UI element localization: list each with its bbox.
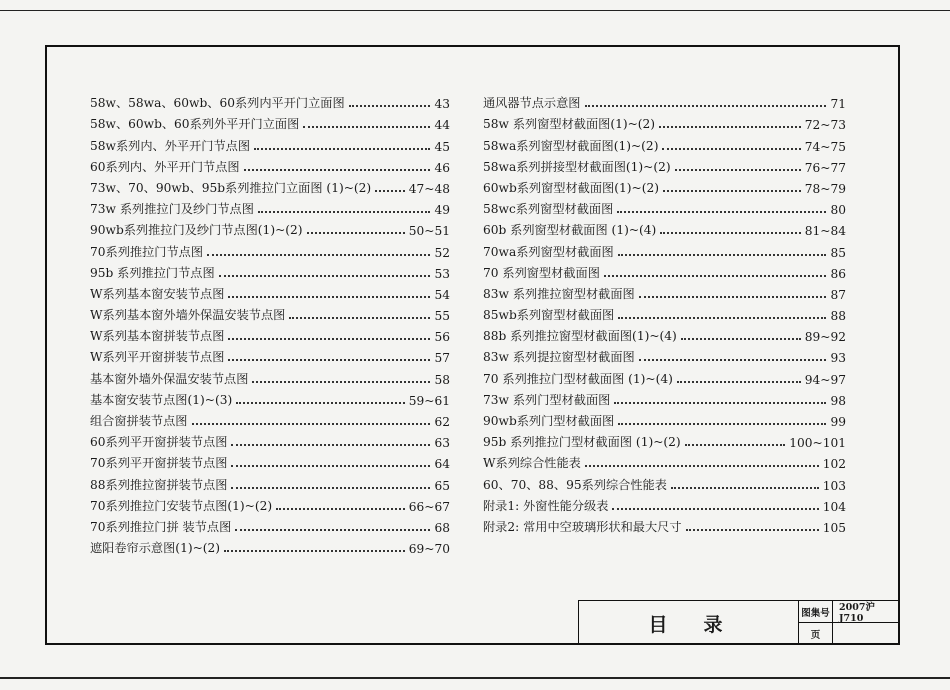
dot-leader [663, 190, 801, 192]
dot-leader [681, 338, 801, 340]
toc-entry [483, 281, 846, 302]
toc-entry [90, 450, 450, 471]
page-number-value [833, 623, 899, 645]
toc-entry-title: 83w 系列推拉窗型材截面图 [483, 286, 635, 301]
toc-entry [483, 238, 846, 259]
toc-entry-title: 90wb系列推拉门及纱门节点图(1)~(2) [90, 223, 303, 238]
dot-leader [639, 359, 827, 361]
toc-entry-page: 44 [434, 118, 450, 133]
toc-entry [90, 111, 450, 132]
toc-entry-page: 54 [434, 287, 450, 302]
toc-entry [90, 323, 450, 344]
toc-entry [90, 175, 450, 196]
dot-leader [231, 487, 430, 489]
toc-entry-title: 通风器节点示意图 [483, 96, 581, 111]
toc-entry-page: 62 [434, 415, 450, 429]
toc-entry [90, 387, 450, 408]
toc-entry-page: 86 [830, 266, 846, 281]
dot-leader [585, 105, 827, 107]
dot-leader [612, 508, 818, 510]
toc-entry-title: 88系列推拉窗拼装节点图 [90, 477, 228, 492]
toc-entry-title: 基本窗安装节点图(1)~(3) [90, 392, 233, 407]
page-title: 目录 [579, 601, 799, 645]
toc-entry [483, 514, 846, 535]
toc-entry [90, 132, 450, 153]
toc-entry-page: 104 [822, 499, 846, 514]
toc-entry-page: 85 [830, 245, 846, 260]
toc-entry [483, 302, 846, 323]
atlas-number-value: 2007沪J710 [833, 601, 899, 623]
dot-leader [662, 148, 800, 150]
dot-leader [617, 211, 826, 213]
toc-entry [90, 196, 450, 217]
dot-leader [207, 254, 430, 256]
toc-entry-title: 60b 系列窗型材截面图 (1)~(4) [483, 223, 657, 238]
toc-entry-title: W系列基本窗外墙外保温安装节点图 [90, 308, 286, 323]
toc-entry-title: 附录2: 常用中空玻璃形状和最大尺寸 [483, 519, 682, 534]
toc-entry [483, 132, 846, 153]
toc-entry-title: 58w、60wb、60系列外平开门立面图 [90, 117, 300, 132]
toc-entry-title: 58w 系列窗型材截面图(1)~(2) [483, 117, 656, 132]
toc-entry-title: 95b 系列推拉门节点图 [90, 265, 215, 280]
toc-entry-title: 组合窗拼装节点图 [90, 414, 188, 428]
toc-entry-title: 90wb系列门型材截面图 [483, 414, 615, 428]
toc-entry-page: 80 [830, 203, 846, 218]
toc-entry-title: W系列基本窗安装节点图 [90, 286, 225, 301]
toc-entry [90, 365, 450, 386]
dot-leader [686, 529, 819, 531]
toc-entry-title: 58w系列内、外平开门节点图 [90, 138, 251, 153]
toc-entry-page: 87 [830, 287, 846, 302]
toc-entry [483, 471, 846, 492]
dot-leader [307, 232, 405, 234]
dot-leader [685, 444, 786, 446]
toc-entry-page: 57 [434, 351, 450, 366]
dot-leader [228, 338, 430, 340]
toc-entry [483, 493, 846, 514]
toc-entry [483, 429, 846, 450]
toc-entry [90, 217, 450, 238]
dot-leader [224, 550, 405, 552]
dot-leader [375, 190, 405, 192]
dot-leader [231, 465, 430, 467]
toc-entry-title: W系列平开窗拼装节点图 [90, 350, 225, 365]
toc-entry [90, 471, 450, 492]
toc-entry-title: 70系列推拉门节点图 [90, 244, 204, 259]
toc-entry-page: 68 [434, 520, 450, 535]
toc-entry-page: 55 [434, 309, 450, 324]
toc-entry-page: 103 [822, 478, 846, 493]
dot-leader [639, 296, 827, 298]
dot-leader [618, 423, 826, 425]
toc-entry-page: 98 [830, 393, 846, 408]
toc-entry-page: 78~79 [804, 181, 846, 196]
toc-entry-title: 58wc系列窗型材截面图 [483, 202, 614, 217]
toc-entry-title: 73w 系列门型材截面图 [483, 392, 611, 407]
toc-entry [90, 344, 450, 365]
toc-entry-page: 102 [822, 457, 846, 472]
toc-entry-page: 65 [434, 478, 450, 493]
toc-entry-title: W系列基本窗拼装节点图 [90, 329, 225, 344]
dot-leader [276, 508, 405, 510]
toc-entry [90, 514, 450, 535]
toc-entry-page: 93 [830, 351, 846, 366]
toc-entry [90, 90, 450, 111]
toc-entry-page: 76~77 [804, 160, 846, 175]
atlas-number-label: 图集号 [799, 601, 833, 623]
toc-entry-title: 95b 系列推拉门型材截面图 (1)~(2) [483, 435, 681, 450]
dot-leader [289, 317, 430, 319]
toc-entry-page: 66~67 [408, 499, 450, 514]
dot-leader [258, 211, 431, 213]
dot-leader [252, 381, 430, 383]
dot-leader [604, 275, 827, 277]
toc-entry-page: 81~84 [804, 224, 846, 239]
toc-entry-title: 58w、58wa、60wb、60系列内平开门立面图 [90, 96, 345, 111]
toc-entry-page: 43 [434, 97, 450, 112]
toc-left-column [90, 90, 450, 556]
toc-entry [90, 260, 450, 281]
toc-entry-title: W系列综合性能表 [483, 456, 581, 471]
toc-entry [483, 450, 846, 471]
toc-entry [483, 408, 846, 429]
toc-entry [483, 365, 846, 386]
toc-entry [90, 302, 450, 323]
toc-entry-page: 53 [434, 266, 450, 281]
toc-entry-page: 50~51 [408, 224, 450, 239]
toc-entry [483, 387, 846, 408]
dot-leader [228, 359, 430, 361]
toc-entry-title: 70 系列推拉门型材截面图 (1)~(4) [483, 371, 673, 386]
toc-entry-page: 89~92 [804, 330, 846, 345]
toc-entry-page: 58 [434, 372, 450, 387]
dot-leader [254, 148, 430, 150]
toc-entry [90, 429, 450, 450]
toc-entry-title: 73w 系列推拉门及纱门节点图 [90, 202, 254, 217]
dot-leader [236, 402, 405, 404]
toc-entry-page: 56 [434, 330, 450, 345]
dot-leader [614, 402, 826, 404]
toc-entry-title: 70 系列窗型材截面图 [483, 265, 600, 280]
dot-leader [219, 275, 431, 277]
toc-entry-title: 附录1: 外窗性能分级表 [483, 498, 609, 513]
toc-entry-title: 60wb系列窗型材截面图(1)~(2) [483, 180, 659, 195]
toc-entry [483, 323, 846, 344]
dot-leader [585, 465, 819, 467]
toc-right-column [483, 90, 846, 535]
page-number-label: 页 [799, 623, 833, 645]
toc-entry-page: 49 [434, 203, 450, 218]
toc-entry-page: 63 [434, 436, 450, 451]
toc-entry-title: 70系列推拉门安装节点图(1)~(2) [90, 498, 273, 513]
toc-entry-page: 74~75 [804, 139, 846, 154]
toc-entry-title: 88b 系列推拉窗型材截面图(1)~(4) [483, 329, 677, 344]
top-edge-line [0, 10, 950, 11]
toc-entry [483, 344, 846, 365]
toc-entry-title: 58wa系列窗型材截面图(1)~(2) [483, 138, 659, 153]
toc-entry-page: 99 [830, 415, 846, 429]
dot-leader [660, 232, 800, 234]
toc-entry-title: 70系列平开窗拼装节点图 [90, 456, 228, 471]
dot-leader [303, 126, 430, 128]
dot-leader [618, 254, 827, 256]
toc-entry-title: 60系列平开窗拼装节点图 [90, 435, 228, 450]
bottom-edge-line [0, 677, 950, 679]
dot-leader [675, 169, 801, 171]
toc-entry-page: 88 [830, 309, 846, 324]
dot-leader [618, 317, 826, 319]
toc-entry-title: 60系列内、外平开门节点图 [90, 159, 240, 174]
toc-entry-page: 45 [434, 139, 450, 154]
toc-entry-title: 70系列推拉门拼 装节点图 [90, 519, 232, 534]
toc-entry [483, 175, 846, 196]
toc-entry-page: 69~70 [408, 542, 450, 557]
toc-entry-page: 71 [830, 97, 846, 112]
dot-leader [228, 296, 430, 298]
dot-leader [192, 423, 431, 425]
dot-leader [677, 381, 801, 383]
dot-leader [349, 105, 431, 107]
dot-leader [244, 169, 431, 171]
toc-entry [483, 217, 846, 238]
toc-entry-title: 60、70、88、95系列综合性能表 [483, 477, 667, 492]
toc-entry-title: 基本窗外墙外保温安装节点图 [90, 371, 249, 386]
toc-entry [90, 281, 450, 302]
toc-entry-page: 100~101 [789, 436, 846, 451]
toc-entry-title: 58wa系列拼接型材截面图(1)~(2) [483, 159, 671, 174]
toc-entry [90, 408, 450, 429]
toc-entry [483, 196, 846, 217]
toc-entry-page: 64 [434, 457, 450, 472]
toc-entry-title: 83w 系列提拉窗型材截面图 [483, 350, 635, 365]
toc-entry-title: 70wa系列窗型材截面图 [483, 244, 614, 259]
title-block [578, 600, 900, 645]
toc-entry [90, 154, 450, 175]
toc-entry-page: 52 [434, 245, 450, 260]
toc-entry [90, 238, 450, 259]
dot-leader [671, 487, 819, 489]
toc-entry-page: 94~97 [804, 372, 846, 387]
toc-entry-page: 46 [434, 160, 450, 175]
toc-entry-page: 47~48 [408, 181, 450, 196]
toc-entry [483, 111, 846, 132]
dot-leader [231, 444, 430, 446]
toc-entry-title: 遮阳卷帘示意图(1)~(2) [90, 541, 221, 556]
toc-entry [483, 90, 846, 111]
toc-entry [90, 493, 450, 514]
toc-entry [483, 154, 846, 175]
toc-entry [483, 260, 846, 281]
toc-entry-page: 72~73 [804, 118, 846, 133]
toc-entry-title: 73w、70、90wb、95b系列推拉门立面图 (1)~(2) [90, 180, 372, 195]
toc-entry-title: 85wb系列窗型材截面图 [483, 308, 615, 323]
toc-entry [90, 535, 450, 556]
toc-entry-page: 59~61 [408, 393, 450, 408]
dot-leader [235, 529, 430, 531]
toc-entry-page: 105 [822, 520, 846, 535]
dot-leader [659, 126, 801, 128]
